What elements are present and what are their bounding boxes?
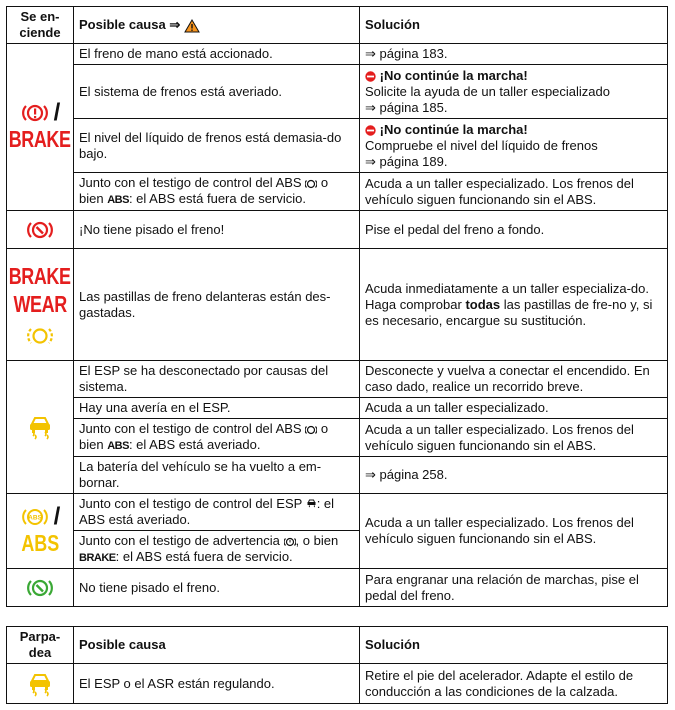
foot-brake-red-icon bbox=[25, 219, 55, 241]
cause-text: Junto con el testigo de control del ESP bbox=[79, 496, 303, 511]
solution-cell: Acuda a un taller especializado. Los frenos del vehículo siguen funcionando sin el ABS. bbox=[360, 173, 668, 211]
slash-separator: / bbox=[53, 503, 61, 530]
stop-warning-text: ¡No continúe la marcha! bbox=[379, 121, 528, 137]
flashing-lights-table bbox=[6, 626, 668, 704]
cause-cell bbox=[74, 494, 360, 531]
solution-cell: ⇒ página 258. bbox=[360, 457, 668, 494]
abs-circle-mini-icon bbox=[305, 425, 317, 435]
solution-text: Compruebe el nivel del líquido de frenos bbox=[365, 137, 598, 153]
solution-cell: Retire el pie del acelerador. Adapte el estilo de conducción a las condiciones de la calzada. bbox=[360, 664, 668, 704]
cause-text: : el ABS está fuera de servicio. bbox=[128, 191, 306, 206]
brake-circle-exclamation-icon bbox=[20, 102, 50, 124]
brake-pad-wear-icon bbox=[25, 325, 55, 347]
abs-circle-yellow-icon bbox=[20, 506, 50, 528]
header-solution: Solución bbox=[360, 627, 668, 664]
esp-mini-icon bbox=[306, 499, 317, 510]
cause-cell: El freno de mano está accionado. bbox=[74, 44, 360, 65]
header-possible-cause: Posible causa bbox=[74, 627, 360, 664]
solution-cell: Acuda a un taller especializado. Los frenos del vehículo siguen funcionando sin el ABS. bbox=[360, 419, 668, 457]
solution-cell: Acuda a un taller especializado. bbox=[360, 398, 668, 419]
solution-cell bbox=[360, 249, 668, 361]
stop-warning bbox=[365, 68, 528, 83]
solution-cell: Acuda a un taller especializado. Los frenos del vehículo siguen funcionando sin el ABS. bbox=[360, 494, 668, 569]
header-possible-cause bbox=[74, 7, 360, 44]
cause-text: , o bien bbox=[295, 533, 339, 548]
page-reference: ⇒ página 185. bbox=[365, 99, 448, 115]
header-solution: Solución bbox=[360, 7, 668, 44]
cause-cell: El sistema de frenos está averiado. bbox=[74, 65, 360, 119]
stop-warning-text: ¡No continúe la marcha! bbox=[379, 67, 528, 83]
cause-text: : el ABS está averiado. bbox=[128, 437, 261, 452]
abs-mini-icon: ABS bbox=[107, 440, 129, 452]
slash-separator: / bbox=[53, 99, 61, 126]
foot-brake-icon-cell bbox=[7, 211, 74, 249]
solution-cell: Desconecte y vuelva a conectar el encendido. En caso dado, realice un recorrido breve. bbox=[360, 361, 668, 398]
cause-cell: El ESP o el ASR están regulando. bbox=[74, 664, 360, 704]
cause-cell: ¡No tiene pisado el freno! bbox=[74, 211, 360, 249]
wear-word-icon: WEAR bbox=[13, 290, 67, 317]
svg-text:ABS: ABS bbox=[27, 514, 42, 522]
abs-circle-mini-icon bbox=[305, 179, 317, 189]
header-lights-on: Se en- ciende bbox=[7, 7, 74, 44]
header-flashing: Parpa- dea bbox=[7, 627, 74, 664]
warning-lights-table bbox=[6, 6, 668, 607]
stop-icon bbox=[365, 71, 376, 82]
stop-icon bbox=[365, 125, 376, 136]
header-cause-label: Posible causa ⇒ bbox=[79, 17, 181, 32]
brake-wear-word-icon: BRAKE bbox=[9, 262, 71, 289]
cause-cell bbox=[74, 531, 360, 569]
cause-text: o bien bbox=[79, 421, 329, 452]
esp-skid-car-icon bbox=[27, 671, 53, 697]
foot-brake-green-icon-cell bbox=[7, 569, 74, 607]
brake-word-icon: BRAKE bbox=[9, 126, 71, 152]
cause-cell: La batería del vehículo se ha vuelto a em-bornar. bbox=[74, 457, 360, 494]
cause-text: : el ABS está averiado. bbox=[79, 496, 335, 527]
cause-text: Junto con el testigo de control del ABS bbox=[79, 421, 302, 436]
cause-cell: No tiene pisado el freno. bbox=[74, 569, 360, 607]
cause-text: Junto con el testigo de advertencia bbox=[79, 533, 280, 548]
abs-mini-icon: ABS bbox=[107, 194, 129, 206]
foot-brake-green-icon bbox=[25, 577, 55, 599]
cause-text: Junto con el testigo de control del ABS bbox=[79, 175, 302, 190]
warning-triangle-icon bbox=[184, 19, 200, 33]
emphasis-text: todas bbox=[465, 296, 501, 312]
page-reference: ⇒ página 189. bbox=[365, 153, 448, 169]
solution-cell: Pise el pedal del freno a fondo. bbox=[360, 211, 668, 249]
solution-text: las pastillas de fre-no y, si es necesario, encargue su sustitución. bbox=[365, 296, 653, 328]
cause-cell: El ESP se ha desconectado por causas del sistema. bbox=[74, 361, 360, 398]
solution-cell: ⇒ página 183. bbox=[360, 44, 668, 65]
esp-skid-car-icon bbox=[27, 414, 53, 440]
esp-icon-cell bbox=[7, 361, 74, 494]
solution-cell: Para engranar una relación de marchas, pise el pedal del freno. bbox=[360, 569, 668, 607]
cause-cell: El nivel del líquido de frenos está demasia-do bajo. bbox=[74, 119, 360, 173]
cause-cell: Las pastillas de freno delanteras están des-gastadas. bbox=[74, 249, 360, 361]
cause-cell bbox=[74, 419, 360, 457]
cause-cell: Hay una avería en el ESP. bbox=[74, 398, 360, 419]
cause-text: : el ABS está fuera de servicio. bbox=[115, 549, 293, 564]
cause-cell bbox=[74, 173, 360, 211]
solution-text: Solicite la ayuda de un taller especializado bbox=[365, 83, 610, 99]
brake-mini-icon: BRAKE bbox=[79, 552, 116, 564]
abs-word-icon: ABS bbox=[21, 530, 59, 556]
esp-flashing-icon-cell bbox=[7, 664, 74, 704]
brake-circle-mini-icon bbox=[284, 537, 296, 547]
brake-wear-icon-cell bbox=[7, 249, 74, 361]
solution-cell bbox=[360, 65, 668, 119]
stop-warning bbox=[365, 122, 528, 137]
solution-cell bbox=[360, 119, 668, 173]
brake-warning-icon-cell bbox=[7, 44, 74, 211]
solution-text: Acuda inmediatamente a un taller especializa-do. Haga comprobar bbox=[365, 280, 650, 312]
cause-text: o bien bbox=[79, 175, 329, 206]
abs-icon-cell bbox=[7, 494, 74, 569]
